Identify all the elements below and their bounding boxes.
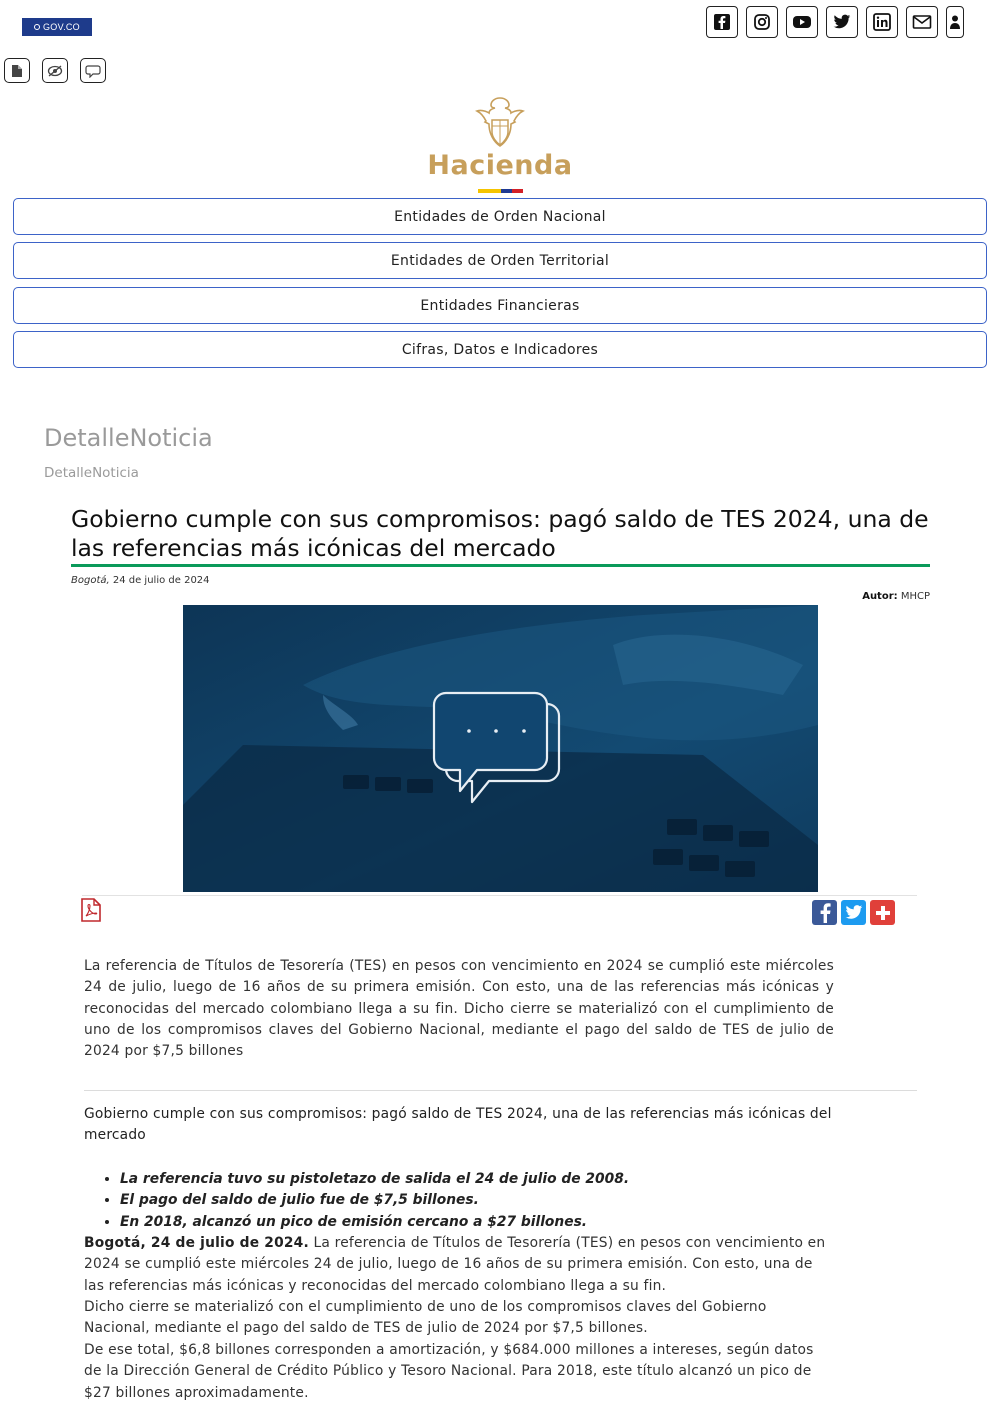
linkedin-icon — [873, 13, 891, 31]
body-lead: Bogotá, 24 de julio de 2024. — [84, 1235, 309, 1251]
mail-icon — [912, 14, 932, 30]
hacienda-logo[interactable] — [420, 96, 580, 196]
facebook-share-icon — [818, 903, 832, 923]
user-icon — [950, 14, 960, 30]
addthis-share-button[interactable] — [870, 900, 895, 925]
date-text: 24 de julio de 2024 — [109, 575, 210, 586]
list-item: • En 2018, alcanzó un pico de emisión cercano a $27 billones. — [120, 1212, 629, 1233]
list-item: • El pago del saldo de julio fue de $7,5 billones. — [120, 1190, 629, 1211]
nav-entidades-financieras[interactable]: Entidades Financieras — [13, 287, 987, 324]
social-links — [706, 6, 964, 38]
twitter-share-icon — [845, 905, 863, 920]
coat-of-arms-icon — [475, 96, 525, 150]
author-label: Autor: — [862, 591, 898, 602]
article-headline: Gobierno cumple con sus compromisos: pagó saldo de TES 2024, una de las referencias más icónicas del mercado — [71, 505, 929, 562]
page-title: DetalleNoticia — [44, 424, 213, 452]
list-item: • La referencia tuvo su pistoletazo de salida el 24 de julio de 2008. — [120, 1169, 629, 1190]
share-divider — [82, 895, 917, 896]
chat-icon — [85, 64, 101, 78]
instagram-link[interactable] — [746, 6, 778, 38]
chat-button[interactable] — [80, 58, 106, 83]
date-city: Bogotá, — [71, 575, 110, 586]
instagram-icon — [753, 13, 771, 31]
contrast-button[interactable] — [42, 58, 68, 83]
twitter-share-button[interactable] — [841, 900, 866, 925]
share-buttons — [812, 900, 895, 925]
article-body-p1 — [84, 1233, 834, 1297]
facebook-link[interactable] — [706, 6, 738, 38]
article-date — [71, 575, 210, 586]
breadcrumb[interactable]: DetalleNoticia — [44, 465, 139, 481]
headline-underline — [71, 564, 930, 567]
twitter-icon — [833, 14, 851, 30]
nav-entidades-orden-territorial[interactable]: Entidades de Orden Territorial — [13, 242, 987, 279]
content-divider — [84, 1090, 917, 1091]
govco-shield-icon — [34, 24, 40, 30]
article-body-p3: De ese total, $6,8 billones corresponden a amortización, y $684.000 millones a intereses, según datos de la Dirección General de Crédito Público y Tesoro Nacional. Para 2018, este título alcanzó un pico de $27 billones aproximadamente. — [84, 1342, 814, 1401]
author-value: MHCP — [897, 591, 930, 602]
article-hero-image — [183, 605, 818, 892]
flag-stripe — [478, 189, 523, 193]
facebook-icon — [713, 13, 731, 31]
youtube-icon — [792, 14, 812, 30]
highlights-list — [104, 1169, 629, 1233]
article-subheading: Gobierno cumple con sus compromisos: pagó saldo de TES 2024, una de las referencias más icónicas del mercado — [84, 1106, 832, 1144]
pdf-icon — [80, 898, 102, 922]
facebook-share-button[interactable] — [812, 900, 837, 925]
govco-link[interactable] — [22, 18, 92, 36]
contrast-icon — [47, 64, 63, 78]
article-intro: La referencia de Títulos de Tesorería (TES) en pesos con vencimiento en 2024 se cumplió este miércoles 24 de julio, luego de 16 años de su primera emisión. Con esto, una de las referencias más icónicas y reconocidas del mercado colombiano llega a su fin. Dicho cierre se materializó con el cumplimiento de uno de los compromisos claves del Gobierno Nacional, mediante el pago del saldo de TES de julio de 2024 por $7,5 billones — [84, 958, 834, 1060]
document-button[interactable] — [4, 58, 30, 83]
user-link[interactable] — [946, 6, 964, 38]
logo-wordmark: Hacienda — [427, 150, 573, 181]
nav-cifras-datos-indicadores[interactable]: Cifras, Datos e Indicadores — [13, 331, 987, 368]
linkedin-link[interactable] — [866, 6, 898, 38]
document-icon — [11, 64, 23, 78]
youtube-link[interactable] — [786, 6, 818, 38]
addthis-share-icon — [875, 905, 891, 921]
pdf-download-button[interactable] — [80, 898, 102, 922]
article-body-p2: Dicho cierre se materializó con el cumplimiento de uno de los compromisos claves del Gobierno Nacional, mediante el pago del saldo de TES de julio de 2024 por $7,5 billones. — [84, 1299, 767, 1337]
body-p1-text: La referencia de Títulos de Tesorería (TES) en pesos con vencimiento en 2024 se cumplió este miércoles 24 de julio, luego de 16 años de su primera emisión. Con esto, una de las referencias más icónicas y reconocidas del mercado colombiano llega a su fin. — [84, 1235, 826, 1294]
article-author — [862, 591, 930, 602]
accessibility-tools — [4, 58, 106, 83]
nav-entidades-orden-nacional[interactable]: Entidades de Orden Nacional — [13, 198, 987, 235]
mail-link[interactable] — [906, 6, 938, 38]
govco-label: GOV.CO — [43, 22, 80, 32]
twitter-link[interactable] — [826, 6, 858, 38]
